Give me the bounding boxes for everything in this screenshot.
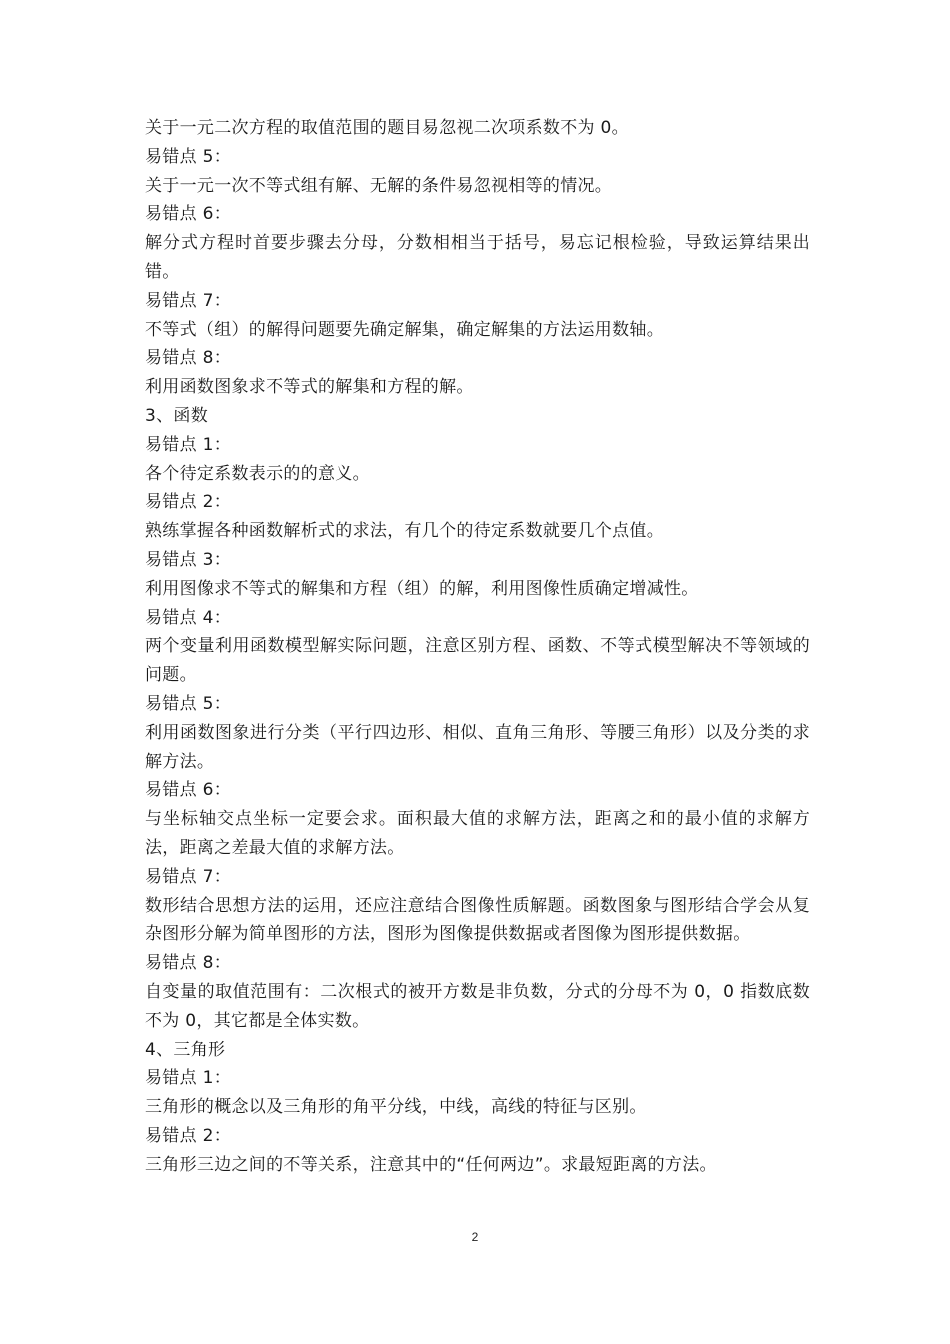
item-heading: 易错点 2： [145, 492, 232, 513]
text-line: 利用图像求不等式的解集和方程（组）的解，利用图像性质确定增减性。 [145, 578, 699, 599]
section-heading: 4、三角形 [145, 1039, 226, 1060]
item-heading: 易错点 8： [145, 348, 232, 369]
item-heading: 易错点 1： [145, 1068, 232, 1089]
text-line: 利用函数图象求不等式的解集和方程的解。 [145, 377, 474, 398]
text-line: 三角形三边之间的不等关系，注意其中的“任何两边”。求最短距离的方法。 [145, 1154, 717, 1175]
text-paragraph: 数形结合思想方法的运用，还应注意结合图像性质解题。函数图象与图形结合学会从复杂图形分解为简单图形的方法，图形为图像提供数据或者图像为图形提供数据。 [145, 895, 810, 945]
item-heading: 易错点 6： [145, 780, 232, 801]
text-line: 不等式（组）的解得问题要先确定解集，确定解集的方法运用数轴。 [145, 319, 664, 340]
text-line: 关于一元一次不等式组有解、无解的条件易忽视相等的情况。 [145, 175, 613, 196]
text-line: 熟练掌握各种函数解析式的求法，有几个的待定系数就要几个点值。 [145, 521, 664, 542]
item-heading: 易错点 3： [145, 549, 232, 570]
item-heading: 易错点 8： [145, 953, 232, 974]
text-line: 各个待定系数表示的的意义。 [145, 463, 370, 484]
section-heading: 3、函数 [145, 405, 209, 426]
item-heading: 易错点 7： [145, 290, 232, 311]
item-heading: 易错点 5： [145, 146, 232, 167]
text-paragraph: 解分式方程时首要步骤去分母，分数相相当于括号，易忘记根检验，导致运算结果出错。 [145, 233, 810, 282]
text-line: 关于一元二次方程的取值范围的题目易忽视二次项系数不为 0。 [145, 118, 629, 138]
item-heading: 易错点 7： [145, 866, 232, 887]
item-heading: 易错点 2： [145, 1125, 232, 1146]
text-paragraph: 利用函数图象进行分类（平行四边形、相似、直角三角形、等腰三角形）以及分类的求解方法。 [145, 722, 810, 772]
text-paragraph: 两个变量利用函数模型解实际问题，注意区别方程、函数、不等式模型解决不等领域的问题。 [145, 636, 810, 686]
text-paragraph: 与坐标轴交点坐标一定要会求。面积最大值的求解方法，距离之和的最小值的求解方法，距离之差最大值的求解方法。 [145, 809, 810, 858]
item-heading: 易错点 4： [145, 607, 232, 628]
item-heading: 易错点 1： [145, 434, 232, 455]
page-number: 2 [471, 1230, 479, 1244]
item-heading: 易错点 5： [145, 693, 232, 714]
item-heading: 易错点 6： [145, 204, 232, 225]
document-body [145, 114, 810, 1179]
text-line: 三角形的概念以及三角形的角平分线，中线，高线的特征与区别。 [145, 1097, 647, 1118]
text-paragraph: 自变量的取值范围有：二次根式的被开方数是非负数，分式的分母不为 0，0 指数底数不为 0，其它都是全体实数。 [145, 981, 810, 1031]
